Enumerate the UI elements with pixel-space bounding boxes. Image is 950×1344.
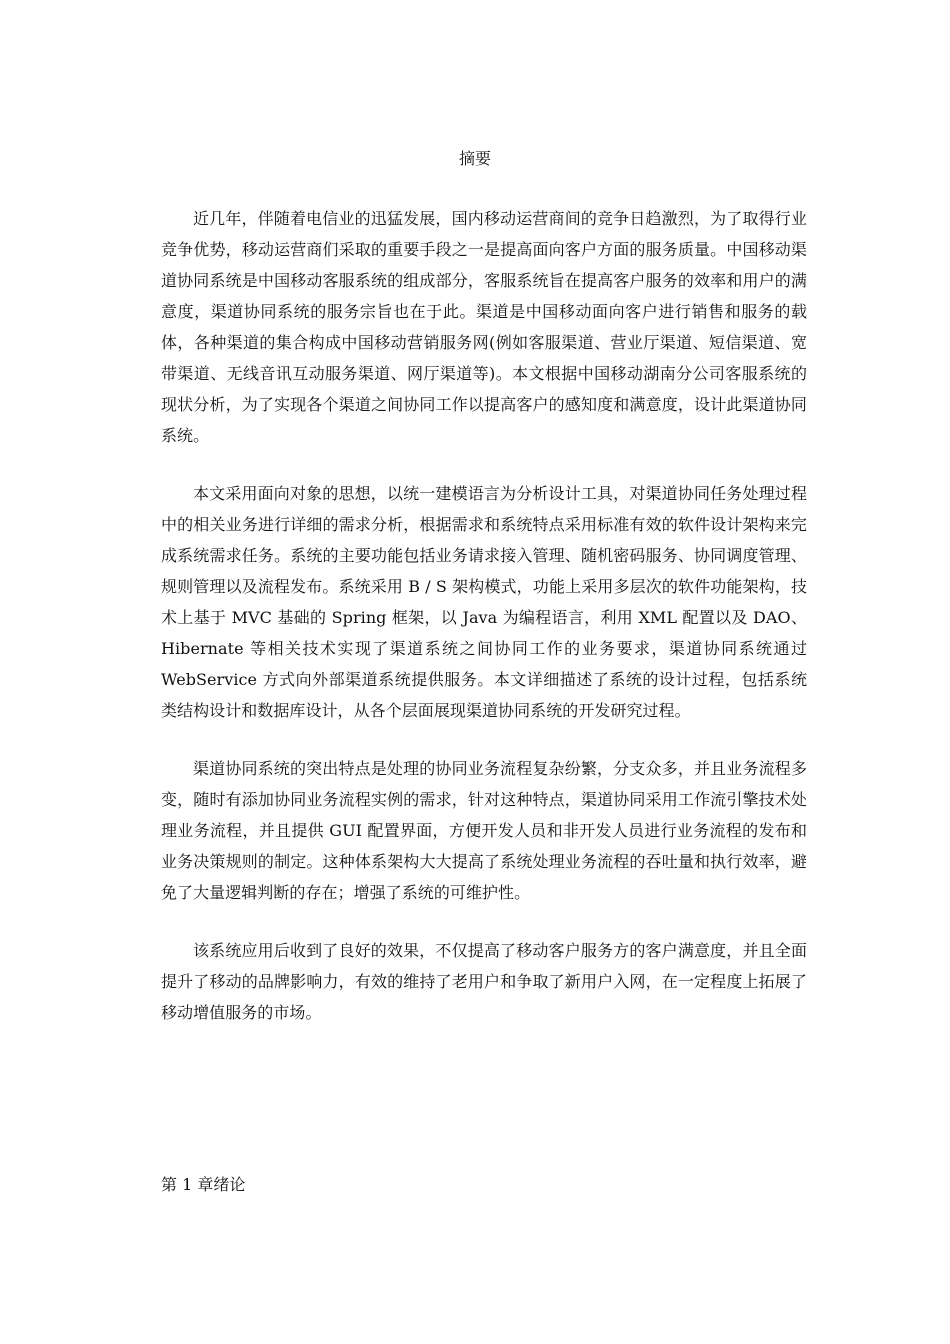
abstract-paragraph-1: 近几年，伴随着电信业的迅猛发展，国内移动运营商间的竞争日趋激烈，为了取得行业竞争优势，移动运营商们采取的重要手段之一是提高面向客户方面的服务质量。中国移动渠道协同系统是中国移动客服系统的组成部分，客服系统旨在提高客户服务的效率和用户的满意度，渠道协同系统的服务宗旨也在于此。渠道是中国移动面向客户进行销售和服务的载体，各种渠道的集合构成中国移动营销服务网(例如客服渠道、营业厅渠道、短信渠道、宽带渠道、无线音讯互动服务渠道、网厅渠道等)。本文根据中国移动湖南分公司客服系统的现状分析，为了实现各个渠道之间协同工作以提高客户的感知度和满意度，设计此渠道协同系统。: [161, 209, 807, 445]
chapter-heading: 第 1 章绪论: [161, 1175, 246, 1194]
abstract-title: 摘要: [458, 149, 491, 168]
abstract-paragraph-2: 本文采用面向对象的思想，以统一建模语言为分析设计工具，对渠道协同任务处理过程中的相关业务进行详细的需求分析，根据需求和系统特点采用标准有效的软件设计架构来完成系统需求任务。系统的主要功能包括业务请求接入管理、随机密码服务、协同调度管理、规则管理以及流程发布。系统采用 B / S 架构模式，功能上采用多层次的软件功能架构，技术上基于 MVC 基础的 Spring 框架，以 Java 为编程语言，利用 XML 配置以及 DAO、Hibernate 等相关技术实现了渠道系统之间协同工作的业务要求，渠道协同系统通过 WebService 方式向外部渠道系统提供服务。本文详细描述了系统的设计过程，包括系统类结构设计和数据库设计，从各个层面展现渠道协同系统的开发研究过程。: [161, 484, 807, 720]
abstract-paragraph-4: 该系统应用后收到了良好的效果，不仅提高了移动客户服务方的客户满意度，并且全面提升了移动的品牌影响力，有效的维持了老用户和争取了新用户入网，在一定程度上拓展了移动增值服务的市场。: [161, 941, 807, 1022]
abstract-paragraph-3: 渠道协同系统的突出特点是处理的协同业务流程复杂纷繁，分支众多，并且业务流程多变，随时有添加协同业务流程实例的需求，针对这种特点，渠道协同采用工作流引擎技术处理业务流程，并且提供 GUI 配置界面，方便开发人员和非开发人员进行业务流程的发布和业务决策规则的制定。这种体系架构大大提高了系统处理业务流程的吞吐量和执行效率，避免了大量逻辑判断的存在；增强了系统的可维护性。: [161, 759, 807, 902]
abstract-body: [161, 203, 807, 1055]
